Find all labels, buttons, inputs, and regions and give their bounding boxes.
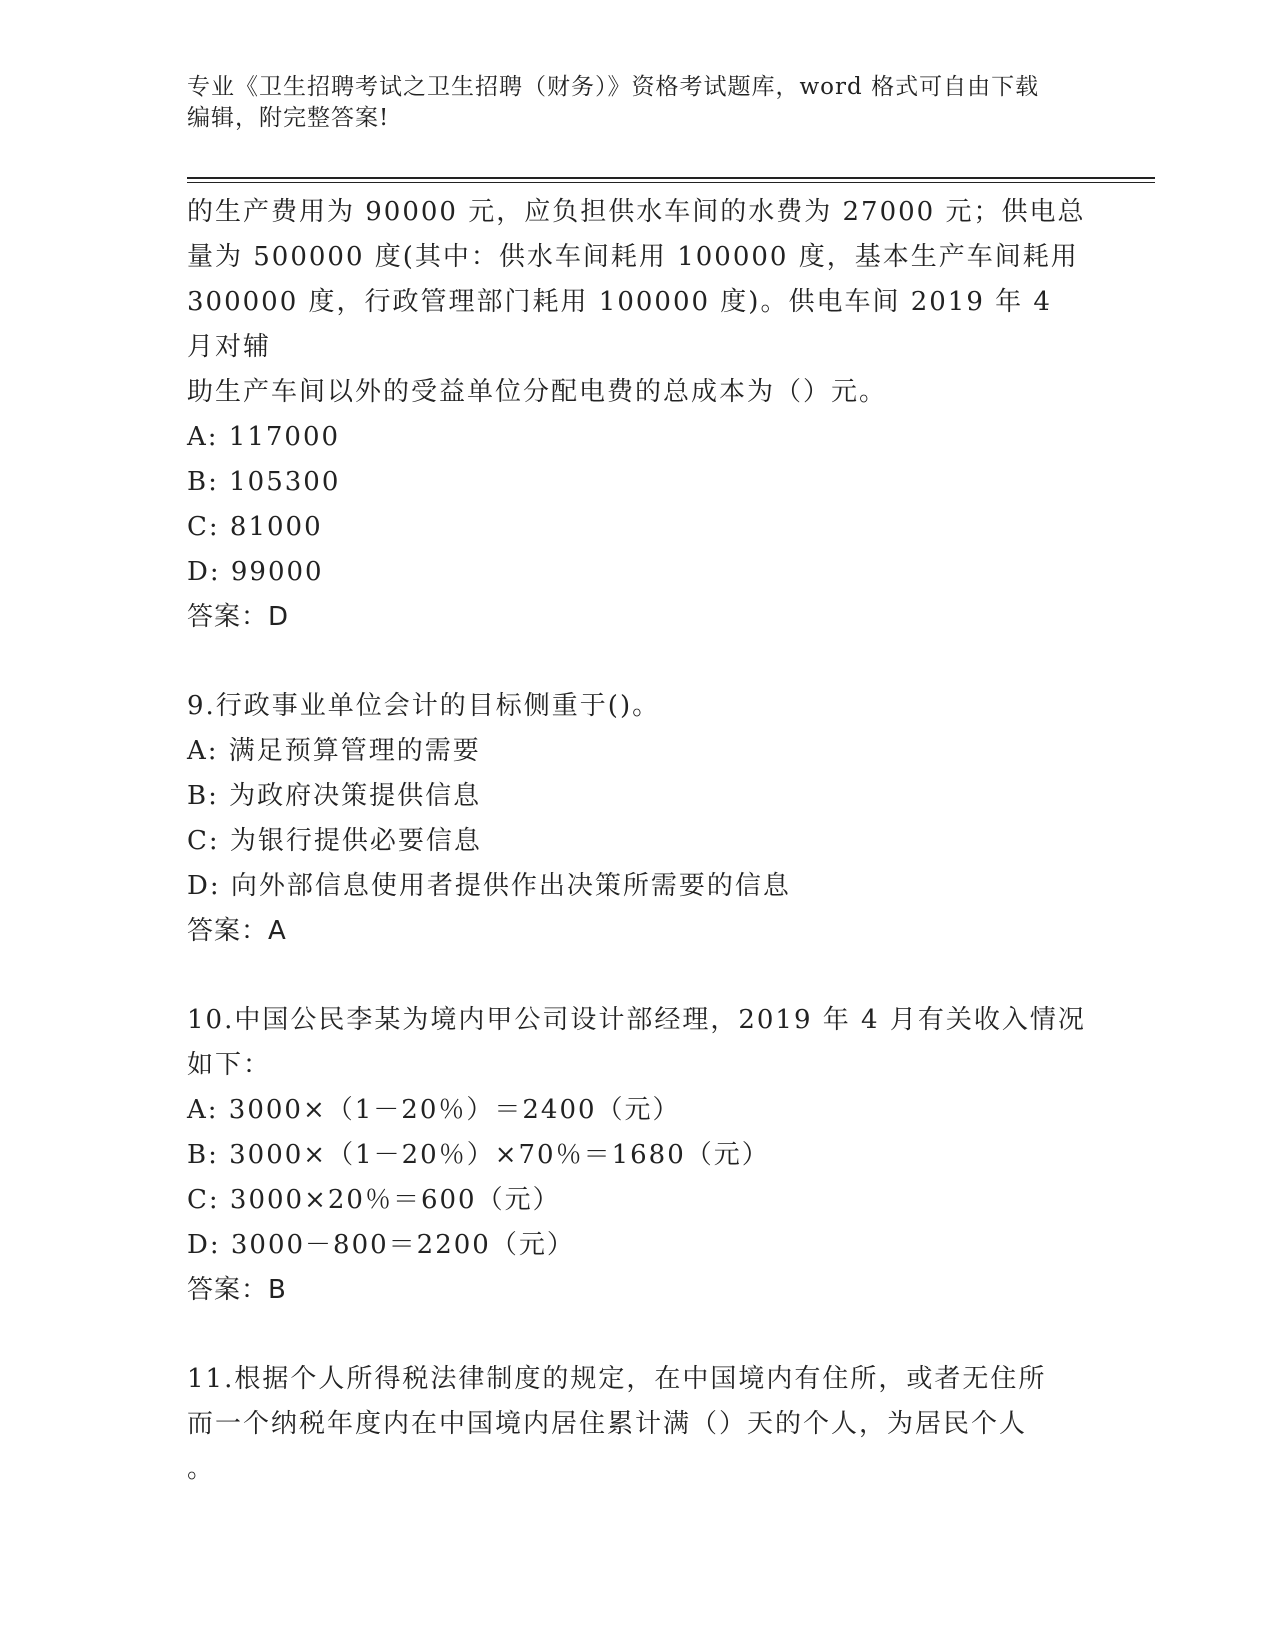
header-rule-thin bbox=[187, 182, 1155, 183]
question-text-line: 而一个纳税年度内在中国境内居住累计满（）天的个人，为居民个人 bbox=[187, 1409, 1028, 1439]
question-text-line: 助生产车间以外的受益单位分配电费的总成本为（）元。 bbox=[187, 377, 888, 407]
option-a: A: 3000×（1－20％）＝2400（元） bbox=[187, 1095, 681, 1125]
spacer bbox=[187, 954, 1087, 998]
option-a: A: 满足预算管理的需要 bbox=[187, 736, 481, 766]
question-8-block bbox=[187, 190, 1087, 640]
question-text-line: 9.行政事业单位会计的目标侧重于()。 bbox=[187, 691, 661, 721]
question-11-block bbox=[187, 1357, 1087, 1492]
answer-label: 答案：D bbox=[187, 602, 290, 632]
option-a: A: 117000 bbox=[187, 422, 341, 452]
question-9-block bbox=[187, 684, 1087, 954]
spacer bbox=[187, 640, 1087, 684]
question-text-line: 的生产费用为 90000 元，应负担供水车间的水费为 27000 元；供电总 bbox=[187, 197, 1086, 227]
option-c: C: 81000 bbox=[187, 512, 323, 542]
option-b: B: 105300 bbox=[187, 467, 341, 497]
option-c: C: 3000×20％＝600（元） bbox=[187, 1185, 561, 1215]
option-d: D: 3000－800＝2200（元） bbox=[187, 1230, 575, 1260]
spacer bbox=[187, 1313, 1087, 1357]
option-b: B: 为政府决策提供信息 bbox=[187, 781, 482, 811]
option-b: B: 3000×（1－20％）×70％＝1680（元） bbox=[187, 1140, 770, 1170]
question-text-line: 量为 500000 度(其中：供水车间耗用 100000 度，基本生产车间耗用 bbox=[187, 242, 1079, 272]
option-d: D: 向外部信息使用者提供作出决策所需要的信息 bbox=[187, 871, 791, 901]
question-text-line: 10.中国公民李某为境内甲公司设计部经理，2019 年 4 月有关收入情况 bbox=[187, 1005, 1086, 1035]
header-line-2: 编辑，附完整答案! bbox=[187, 105, 390, 131]
option-c: C: 为银行提供必要信息 bbox=[187, 826, 482, 856]
answer-label: 答案：A bbox=[187, 916, 287, 946]
header-line-1: 专业《卫生招聘考试之卫生招聘（财务）》资格考试题库，word 格式可自由下载 bbox=[187, 74, 1040, 100]
answer-label: 答案：B bbox=[187, 1275, 287, 1305]
question-text-line: 300000 度，行政管理部门耗用 100000 度)。供电车间 2019 年 4 月对辅 bbox=[187, 287, 1052, 362]
question-text-line: 11.根据个人所得税法律制度的规定，在中国境内有住所，或者无住所 bbox=[187, 1364, 1047, 1394]
document-body bbox=[187, 190, 1087, 1492]
question-10-block bbox=[187, 998, 1087, 1313]
question-text-line: 如下： bbox=[187, 1050, 272, 1080]
document-header bbox=[187, 72, 1067, 134]
header-rule-thick bbox=[187, 177, 1155, 179]
question-text-line: 。 bbox=[187, 1454, 216, 1484]
option-d: D: 99000 bbox=[187, 557, 324, 587]
